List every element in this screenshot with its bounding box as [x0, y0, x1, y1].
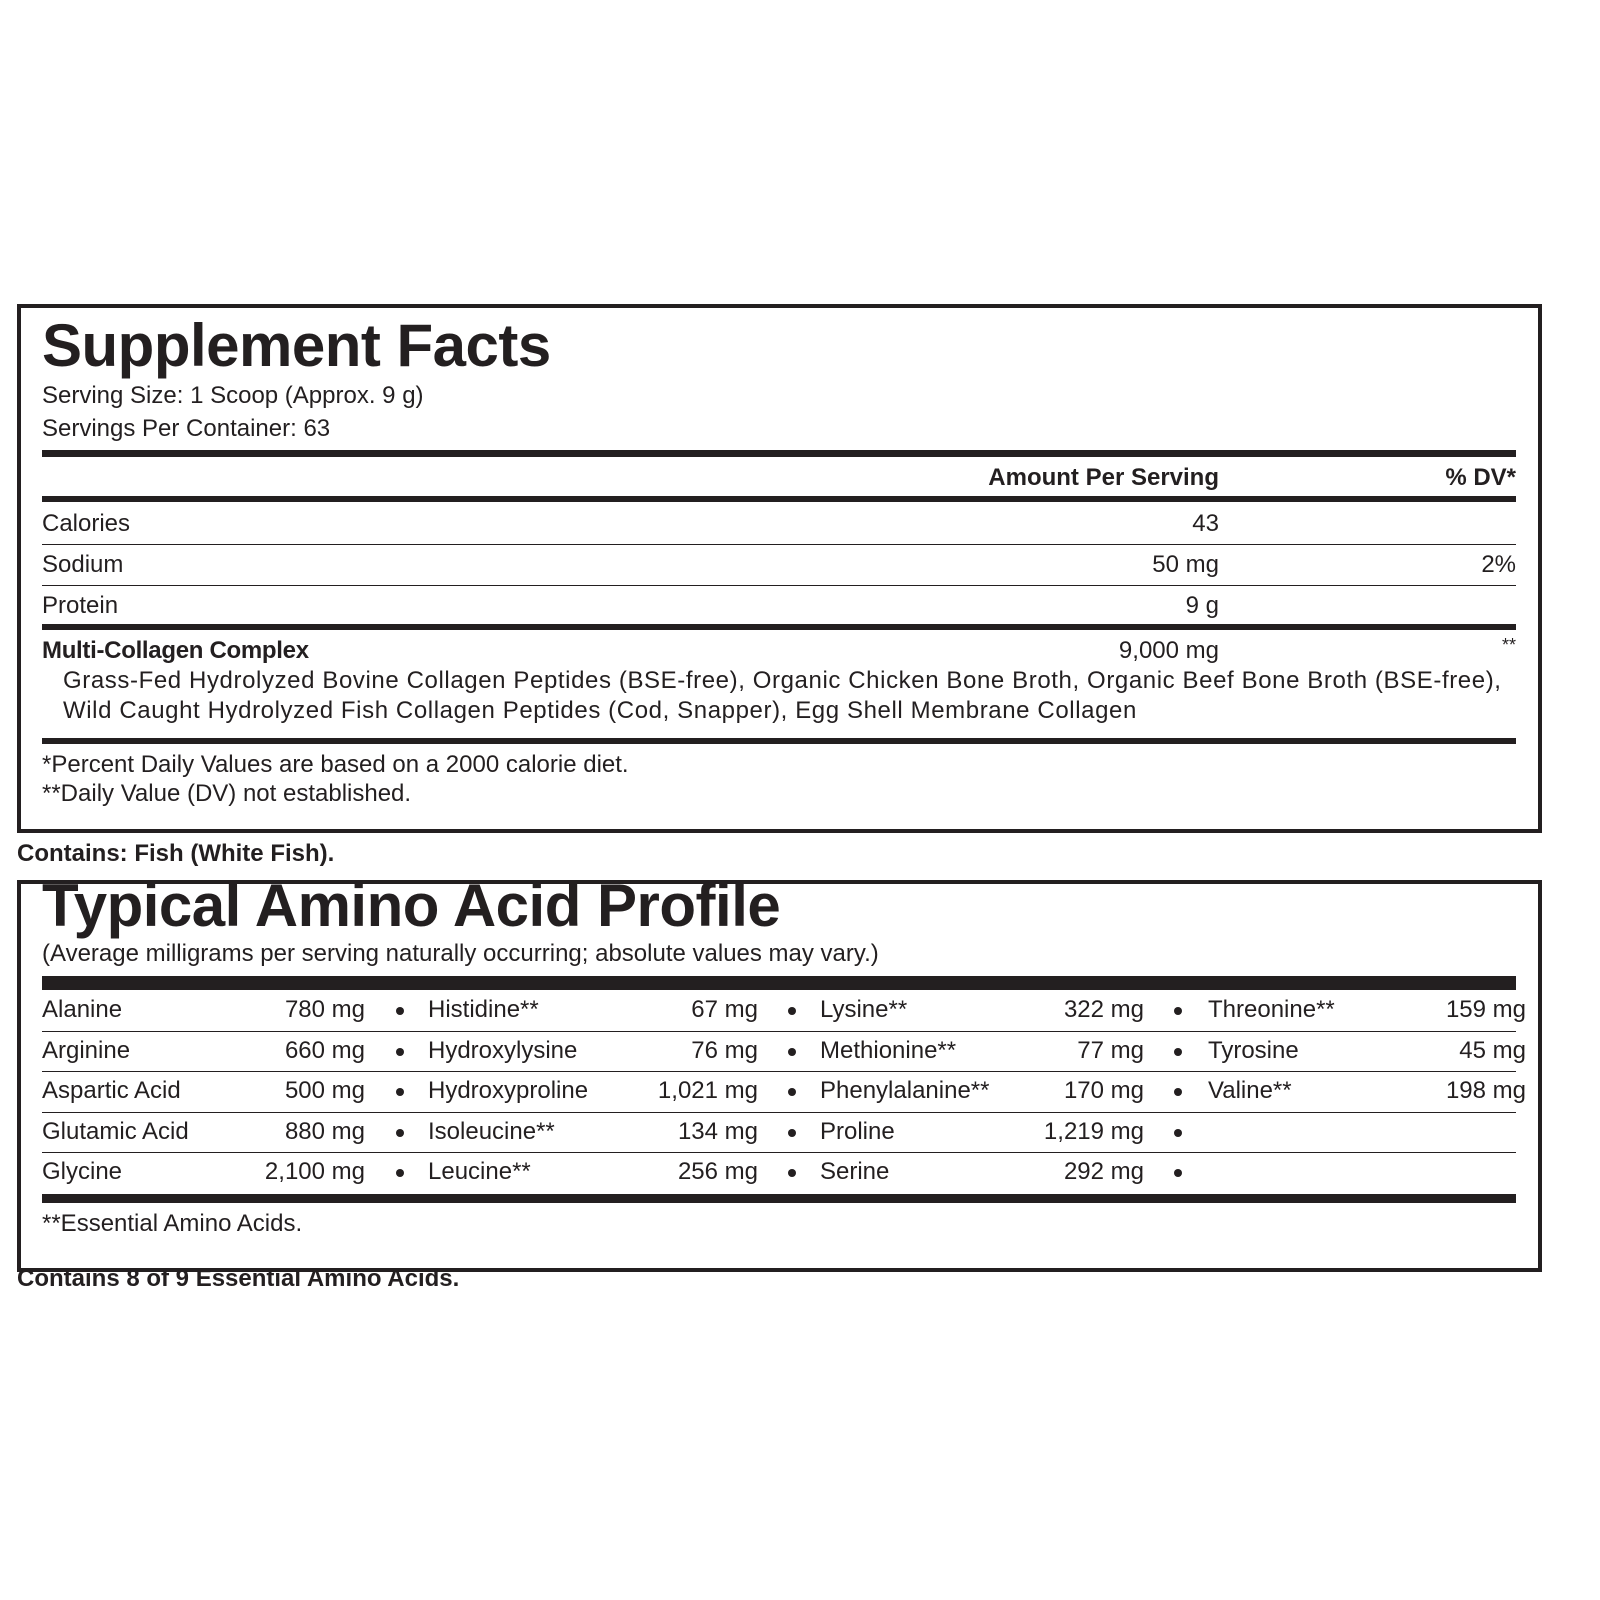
amino-acid-grid [42, 990, 1526, 1194]
bullet-separator [396, 1007, 404, 1015]
amino-acid-item [820, 1071, 1144, 1111]
amino-acid-name: Glycine [42, 1158, 123, 1185]
allergen-statement: Contains: Fish (White Fish). [17, 840, 335, 867]
nutrient-label: Protein [42, 592, 119, 619]
amino-acid-profile-panel [17, 872, 1542, 1272]
essential-footnote: **Essential Amino Acids. [42, 1210, 303, 1237]
amino-acid-value: 292 mg [1063, 1158, 1144, 1185]
complex-ingredients-line2: Wild Caught Hydrolyzed Fish Collagen Peptides (Cod, Snapper), Egg Shell Membrane Collagen [63, 697, 1137, 724]
bullet-separator [396, 1088, 404, 1096]
bullet-separator [1174, 1007, 1182, 1015]
complex-row [42, 631, 1516, 671]
amino-acid-name: Hydroxylysine [428, 1037, 578, 1064]
bullet-separator [396, 1129, 404, 1137]
bullet-separator [1174, 1169, 1182, 1177]
amino-acid-item [1208, 1031, 1526, 1071]
essential-amino-note: Contains 8 of 9 Essential Amino Acids. [17, 1265, 460, 1292]
amino-acid-name: Alanine [42, 996, 123, 1023]
amino-acid-value: 256 mg [677, 1158, 758, 1185]
amino-acid-item [428, 990, 758, 1030]
amino-acid-name: Hydroxyproline [428, 1077, 589, 1104]
amino-acid-value: 134 mg [677, 1118, 758, 1145]
servings-per-container: Servings Per Container: 63 [42, 415, 331, 442]
amino-acid-value: 159 mg [1445, 996, 1526, 1023]
amino-acid-item [428, 1031, 758, 1071]
amino-profile-subtitle: (Average milligrams per serving naturally occurring; absolute values may vary.) [42, 940, 879, 967]
amino-acid-item [1208, 990, 1526, 1030]
bullet-separator [1174, 1129, 1182, 1137]
amino-acid-name: Methionine** [820, 1037, 957, 1064]
nutrient-amount: 9 g [1185, 592, 1219, 619]
amino-acid-value: 780 mg [284, 996, 365, 1023]
serving-size: Serving Size: 1 Scoop (Approx. 9 g) [42, 382, 424, 409]
amino-acid-value: 45 mg [1459, 1037, 1526, 1064]
amino-acid-name: Tyrosine [1208, 1037, 1299, 1064]
amino-acid-item [820, 1152, 1144, 1192]
amino-profile-title: Typical Amino Acid Profile [42, 872, 781, 939]
amino-acid-name: Isoleucine** [428, 1118, 555, 1145]
nutrient-label: Calories [42, 510, 131, 537]
amino-acid-name: Aspartic Acid [42, 1077, 181, 1104]
bullet-separator [788, 1088, 796, 1096]
bullet-separator [788, 1169, 796, 1177]
amino-acid-item [820, 1112, 1144, 1152]
amino-acid-name: Lysine** [820, 996, 908, 1023]
bullet-separator [1174, 1048, 1182, 1056]
nutrient-label: Sodium [42, 551, 124, 578]
amino-acid-item [428, 1112, 758, 1152]
thick-divider [42, 624, 1516, 630]
complex-ingredients-line1: Grass-Fed Hydrolyzed Bovine Collagen Peptides (BSE-free), Organic Chicken Bone Broth, Organic Beef Bone Broth (BSE-free), [63, 667, 1502, 694]
nutrient-amount: 43 [1192, 510, 1219, 537]
amino-acid-name: Leucine** [428, 1158, 531, 1185]
amino-acid-item [428, 1071, 758, 1111]
amino-acid-value: 77 mg [1077, 1037, 1144, 1064]
amino-acid-value: 2,100 mg [264, 1158, 365, 1185]
amino-acid-item [42, 1031, 365, 1071]
amino-acid-value: 67 mg [691, 996, 758, 1023]
amino-acid-value: 322 mg [1063, 996, 1144, 1023]
bullet-separator [1174, 1088, 1182, 1096]
amino-acid-name: Glutamic Acid [42, 1118, 189, 1145]
amino-acid-value: 170 mg [1063, 1077, 1144, 1104]
nutrient-dv: 2% [1481, 551, 1516, 578]
header-amount: Amount Per Serving [988, 464, 1219, 491]
amino-acid-item [42, 1071, 365, 1111]
table-row [42, 504, 1516, 544]
amino-acid-item [820, 990, 1144, 1030]
amino-acid-name: Threonine** [1208, 996, 1335, 1023]
complex-amount: 9,000 mg [1118, 637, 1219, 664]
amino-acid-name: Histidine** [428, 996, 539, 1023]
amino-acid-item [1208, 1112, 1526, 1152]
amino-acid-name: Arginine [42, 1037, 131, 1064]
amino-acid-name: Phenylalanine** [820, 1077, 990, 1104]
table-header-row [42, 458, 1516, 498]
bullet-separator [396, 1169, 404, 1177]
amino-acid-item [1208, 1152, 1526, 1192]
nutrient-amount: 50 mg [1152, 551, 1219, 578]
thick-divider [42, 976, 1516, 990]
supplement-facts-panel [17, 304, 1542, 833]
amino-acid-item [42, 1152, 365, 1192]
footnote-not-established: **Daily Value (DV) not established. [42, 780, 412, 807]
amino-acid-name: Proline [820, 1118, 895, 1145]
thick-divider [42, 738, 1516, 744]
amino-acid-value: 1,021 mg [657, 1077, 758, 1104]
footnote-dv: *Percent Daily Values are based on a 2000 calorie diet. [42, 751, 629, 778]
amino-acid-value: 76 mg [691, 1037, 758, 1064]
thick-divider [42, 450, 1516, 457]
thick-divider [42, 1194, 1516, 1203]
amino-acid-value: 198 mg [1445, 1077, 1526, 1104]
bullet-separator [788, 1129, 796, 1137]
table-row [42, 586, 1516, 626]
amino-acid-value: 1,219 mg [1043, 1118, 1144, 1145]
bullet-separator [788, 1048, 796, 1056]
amino-acid-item [42, 1112, 365, 1152]
amino-acid-item [820, 1031, 1144, 1071]
amino-acid-item [428, 1152, 758, 1192]
thick-divider [42, 496, 1516, 502]
complex-label: Multi-Collagen Complex [42, 637, 309, 664]
amino-acid-value: 500 mg [284, 1077, 365, 1104]
amino-acid-item [1208, 1071, 1526, 1111]
amino-acid-item [42, 990, 365, 1030]
amino-acid-name: Valine** [1208, 1077, 1292, 1104]
supplement-facts-title: Supplement Facts [42, 312, 551, 379]
table-row [42, 545, 1516, 585]
header-dv: % DV* [1445, 464, 1516, 491]
amino-acid-value: 660 mg [284, 1037, 365, 1064]
bullet-separator [396, 1048, 404, 1056]
amino-acid-value: 880 mg [284, 1118, 365, 1145]
complex-dv: ** [1501, 635, 1516, 655]
amino-acid-name: Serine [820, 1158, 890, 1185]
bullet-separator [788, 1007, 796, 1015]
